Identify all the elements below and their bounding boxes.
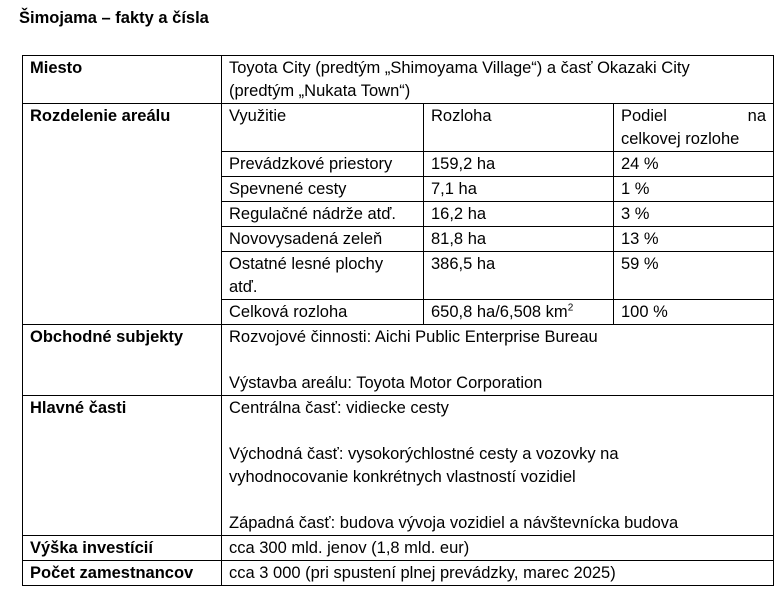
sections-east-line-1: Východná časť: vysokorýchlostné cesty a vozovky na — [229, 445, 619, 463]
area-header-share-line-1 — [621, 105, 766, 128]
area-size: 16,2 ha — [424, 202, 614, 227]
location-line-1: Toyota City (predtým „Shimoyama Village“) a časť Okazaki City — [229, 59, 690, 77]
area-size: 159,2 ha — [424, 152, 614, 177]
area-total-size-superscript: 2 — [567, 302, 574, 314]
area-header-use: Využitie — [222, 104, 424, 152]
spacer — [229, 420, 766, 443]
value-employees: cca 3 000 (pri spustení plnej prevádzky, marec 2025) — [222, 561, 774, 586]
area-header-share-line-2: celkovej rozlohe — [621, 130, 740, 148]
label-area: Rozdelenie areálu — [23, 104, 222, 325]
spacer — [229, 349, 766, 372]
label-sections: Hlavné časti — [23, 396, 222, 536]
spacer — [229, 489, 766, 512]
area-use — [222, 252, 424, 300]
area-use: Novovysadená zeleň — [222, 227, 424, 252]
area-total-size — [424, 300, 614, 325]
area-header-share-word-2: na — [747, 107, 767, 125]
area-share: 24 % — [614, 152, 774, 177]
area-header-size: Rozloha — [424, 104, 614, 152]
entities-line-1: Rozvojové činnosti: Aichi Public Enterprise Bureau — [229, 328, 598, 346]
row-area-header — [23, 104, 774, 152]
label-employees: Počet zamestnancov — [23, 561, 222, 586]
document-title: Šimojama – fakty a čísla — [19, 9, 209, 27]
area-use: Spevnené cesty — [222, 177, 424, 202]
entities-line-2: Výstavba areálu: Toyota Motor Corporation — [229, 374, 543, 392]
area-total-use: Celková rozloha — [222, 300, 424, 325]
area-size: 7,1 ha — [424, 177, 614, 202]
value-sections — [222, 396, 774, 536]
area-share: 59 % — [614, 252, 774, 300]
row-investment — [23, 536, 774, 561]
facts-table — [22, 55, 774, 586]
label-investment: Výška investícií — [23, 536, 222, 561]
area-share: 13 % — [614, 227, 774, 252]
row-employees — [23, 561, 774, 586]
area-share: 1 % — [614, 177, 774, 202]
row-location — [23, 56, 774, 104]
location-line-2: (predtým „Nukata Town“) — [229, 82, 411, 100]
area-header-share-word-1: Podiel — [621, 107, 667, 125]
area-use-line-1: Ostatné lesné plochy — [229, 255, 384, 273]
sections-central: Centrálna časť: vidiecke cesty — [229, 399, 449, 417]
area-total-size-value: 650,8 ha/6,508 km — [431, 303, 568, 321]
area-share: 3 % — [614, 202, 774, 227]
sections-east-line-2: vyhodnocovanie konkrétnych vlastností vozidiel — [229, 468, 576, 486]
row-sections — [23, 396, 774, 536]
area-size: 386,5 ha — [424, 252, 614, 300]
row-entities — [23, 325, 774, 396]
area-total-share: 100 % — [614, 300, 774, 325]
value-investment: cca 300 mld. jenov (1,8 mld. eur) — [222, 536, 774, 561]
area-header-share — [614, 104, 774, 152]
value-location — [222, 56, 774, 104]
value-entities — [222, 325, 774, 396]
sections-west: Západná časť: budova vývoja vozidiel a návštevnícka budova — [229, 514, 679, 532]
area-use: Prevádzkové priestory — [222, 152, 424, 177]
area-use-line-2: atď. — [229, 278, 258, 296]
area-use: Regulačné nádrže atď. — [222, 202, 424, 227]
label-entities: Obchodné subjekty — [23, 325, 222, 396]
label-location: Miesto — [23, 56, 222, 104]
area-size: 81,8 ha — [424, 227, 614, 252]
